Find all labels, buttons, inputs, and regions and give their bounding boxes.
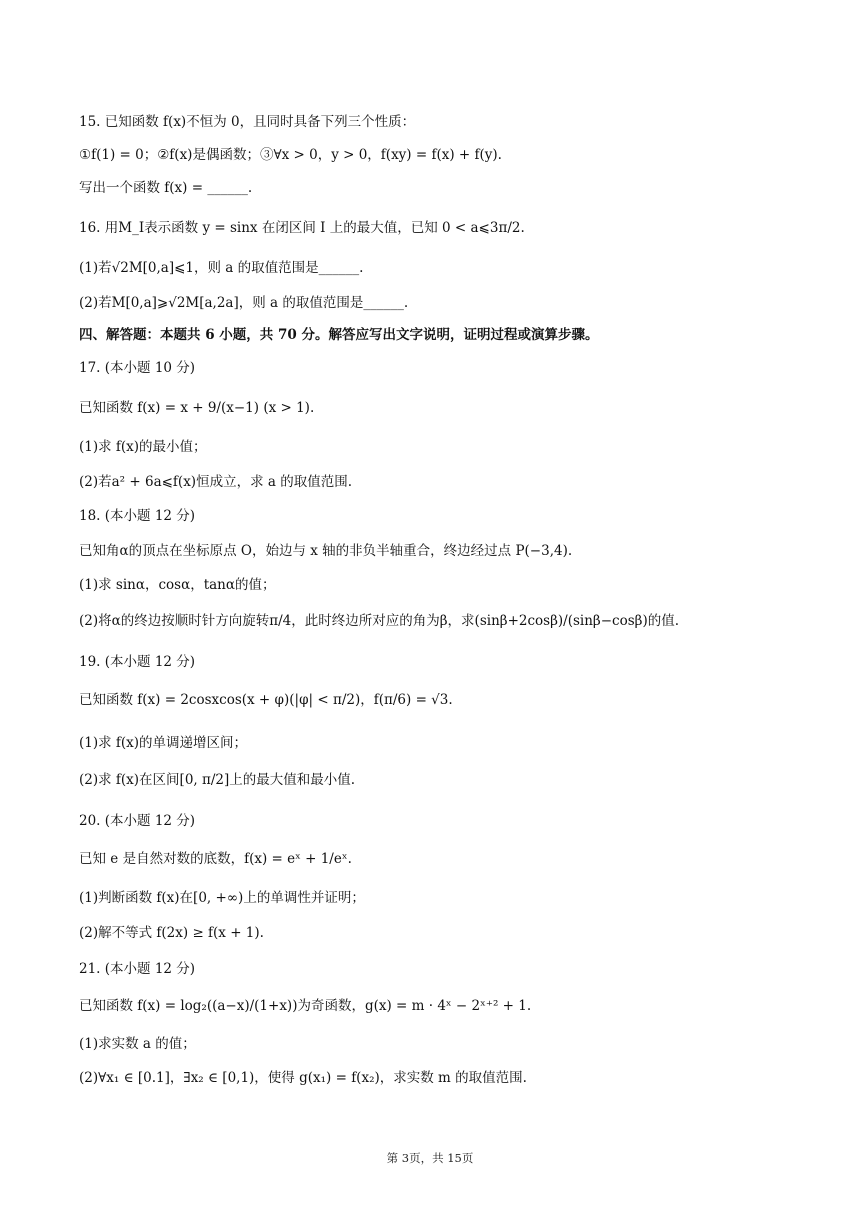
problem-20-part-2: (2)解不等式 f(2x) ≥ f(x + 1). bbox=[79, 925, 264, 941]
problem-19-part-2: (2)求 f(x)在区间[0, π/2]上的最大值和最小值. bbox=[79, 772, 356, 788]
problem-21-part-2: (2)∀x₁ ∈ [0.1]，∃x₂ ∈ [0,1)，使得 g(x₁) = f(x₂)，求实数 m 的取值范围. bbox=[79, 1070, 527, 1086]
problem-19-statement: 已知函数 f(x) = 2cosxcos(x + φ)(|φ| < π/2)，f(π/6) = √3. bbox=[79, 692, 453, 708]
problem-17-part-2: (2)若a² + 6a⩽f(x)恒成立，求 a 的取值范围. bbox=[79, 474, 352, 490]
problem-16-part-1: (1)若√2M[0,a]⩽1，则 a 的取值范围是______. bbox=[79, 260, 364, 276]
problem-20-header: 20. (本小题 12 分) bbox=[79, 813, 196, 829]
section-4-heading: 四、解答题：本题共 6 小题，共 70 分。解答应写出文字说明，证明过程或演算步骤。 bbox=[79, 327, 599, 343]
problem-20-part-1: (1)判断函数 f(x)在[0, +∞)上的单调性并证明； bbox=[79, 890, 365, 906]
problem-21-statement: 已知函数 f(x) = log₂((a−x)/(1+x))为奇函数，g(x) = m · 4ˣ − 2ˣ⁺² + 1. bbox=[79, 998, 532, 1014]
page-footer: 第 3页，共 15页 bbox=[386, 1151, 474, 1165]
problem-17-statement: 已知函数 f(x) = x + 9/(x−1) (x > 1). bbox=[79, 400, 315, 416]
problem-15-intro: 15. 已知函数 f(x)不恒为 0，且同时具备下列三个性质： bbox=[79, 114, 416, 130]
problem-17-part-1: (1)求 f(x)的最小值； bbox=[79, 439, 207, 455]
problem-18-part-1: (1)求 sinα，cosα，tanα的值； bbox=[79, 577, 276, 593]
problem-19-header: 19. (本小题 12 分) bbox=[79, 654, 196, 670]
problem-20-statement: 已知 e 是自然对数的底数，f(x) = eˣ + 1/eˣ. bbox=[79, 851, 352, 867]
problem-15-properties: ①f(1) = 0；②f(x)是偶函数；③∀x > 0，y > 0，f(xy) = f(x) + f(y). bbox=[79, 147, 502, 163]
problem-19-part-1: (1)求 f(x)的单调递增区间； bbox=[79, 735, 248, 751]
problem-18-header: 18. (本小题 12 分) bbox=[79, 508, 196, 524]
problem-18-part-2: (2)将α的终边按顺时针方向旋转π/4，此时终边所对应的角为β，求(sinβ+2cosβ)/(sinβ−cosβ)的值. bbox=[79, 613, 680, 629]
problem-18-statement: 已知角α的顶点在坐标原点 O，始边与 x 轴的非负半轴重合，终边经过点 P(−3,4). bbox=[79, 543, 573, 559]
problem-16-part-2: (2)若M[0,a]⩾√2M[a,2a]，则 a 的取值范围是______. bbox=[79, 295, 409, 311]
problem-16-intro: 16. 用M_I表示函数 y = sinx 在闭区间 I 上的最大值，已知 0 < a⩽3π/2. bbox=[79, 220, 525, 236]
problem-21-part-1: (1)求实数 a 的值； bbox=[79, 1036, 196, 1052]
problem-21-header: 21. (本小题 12 分) bbox=[79, 961, 196, 977]
problem-15-question: 写出一个函数 f(x) = ______. bbox=[79, 180, 253, 196]
problem-17-header: 17. (本小题 10 分) bbox=[79, 360, 196, 376]
